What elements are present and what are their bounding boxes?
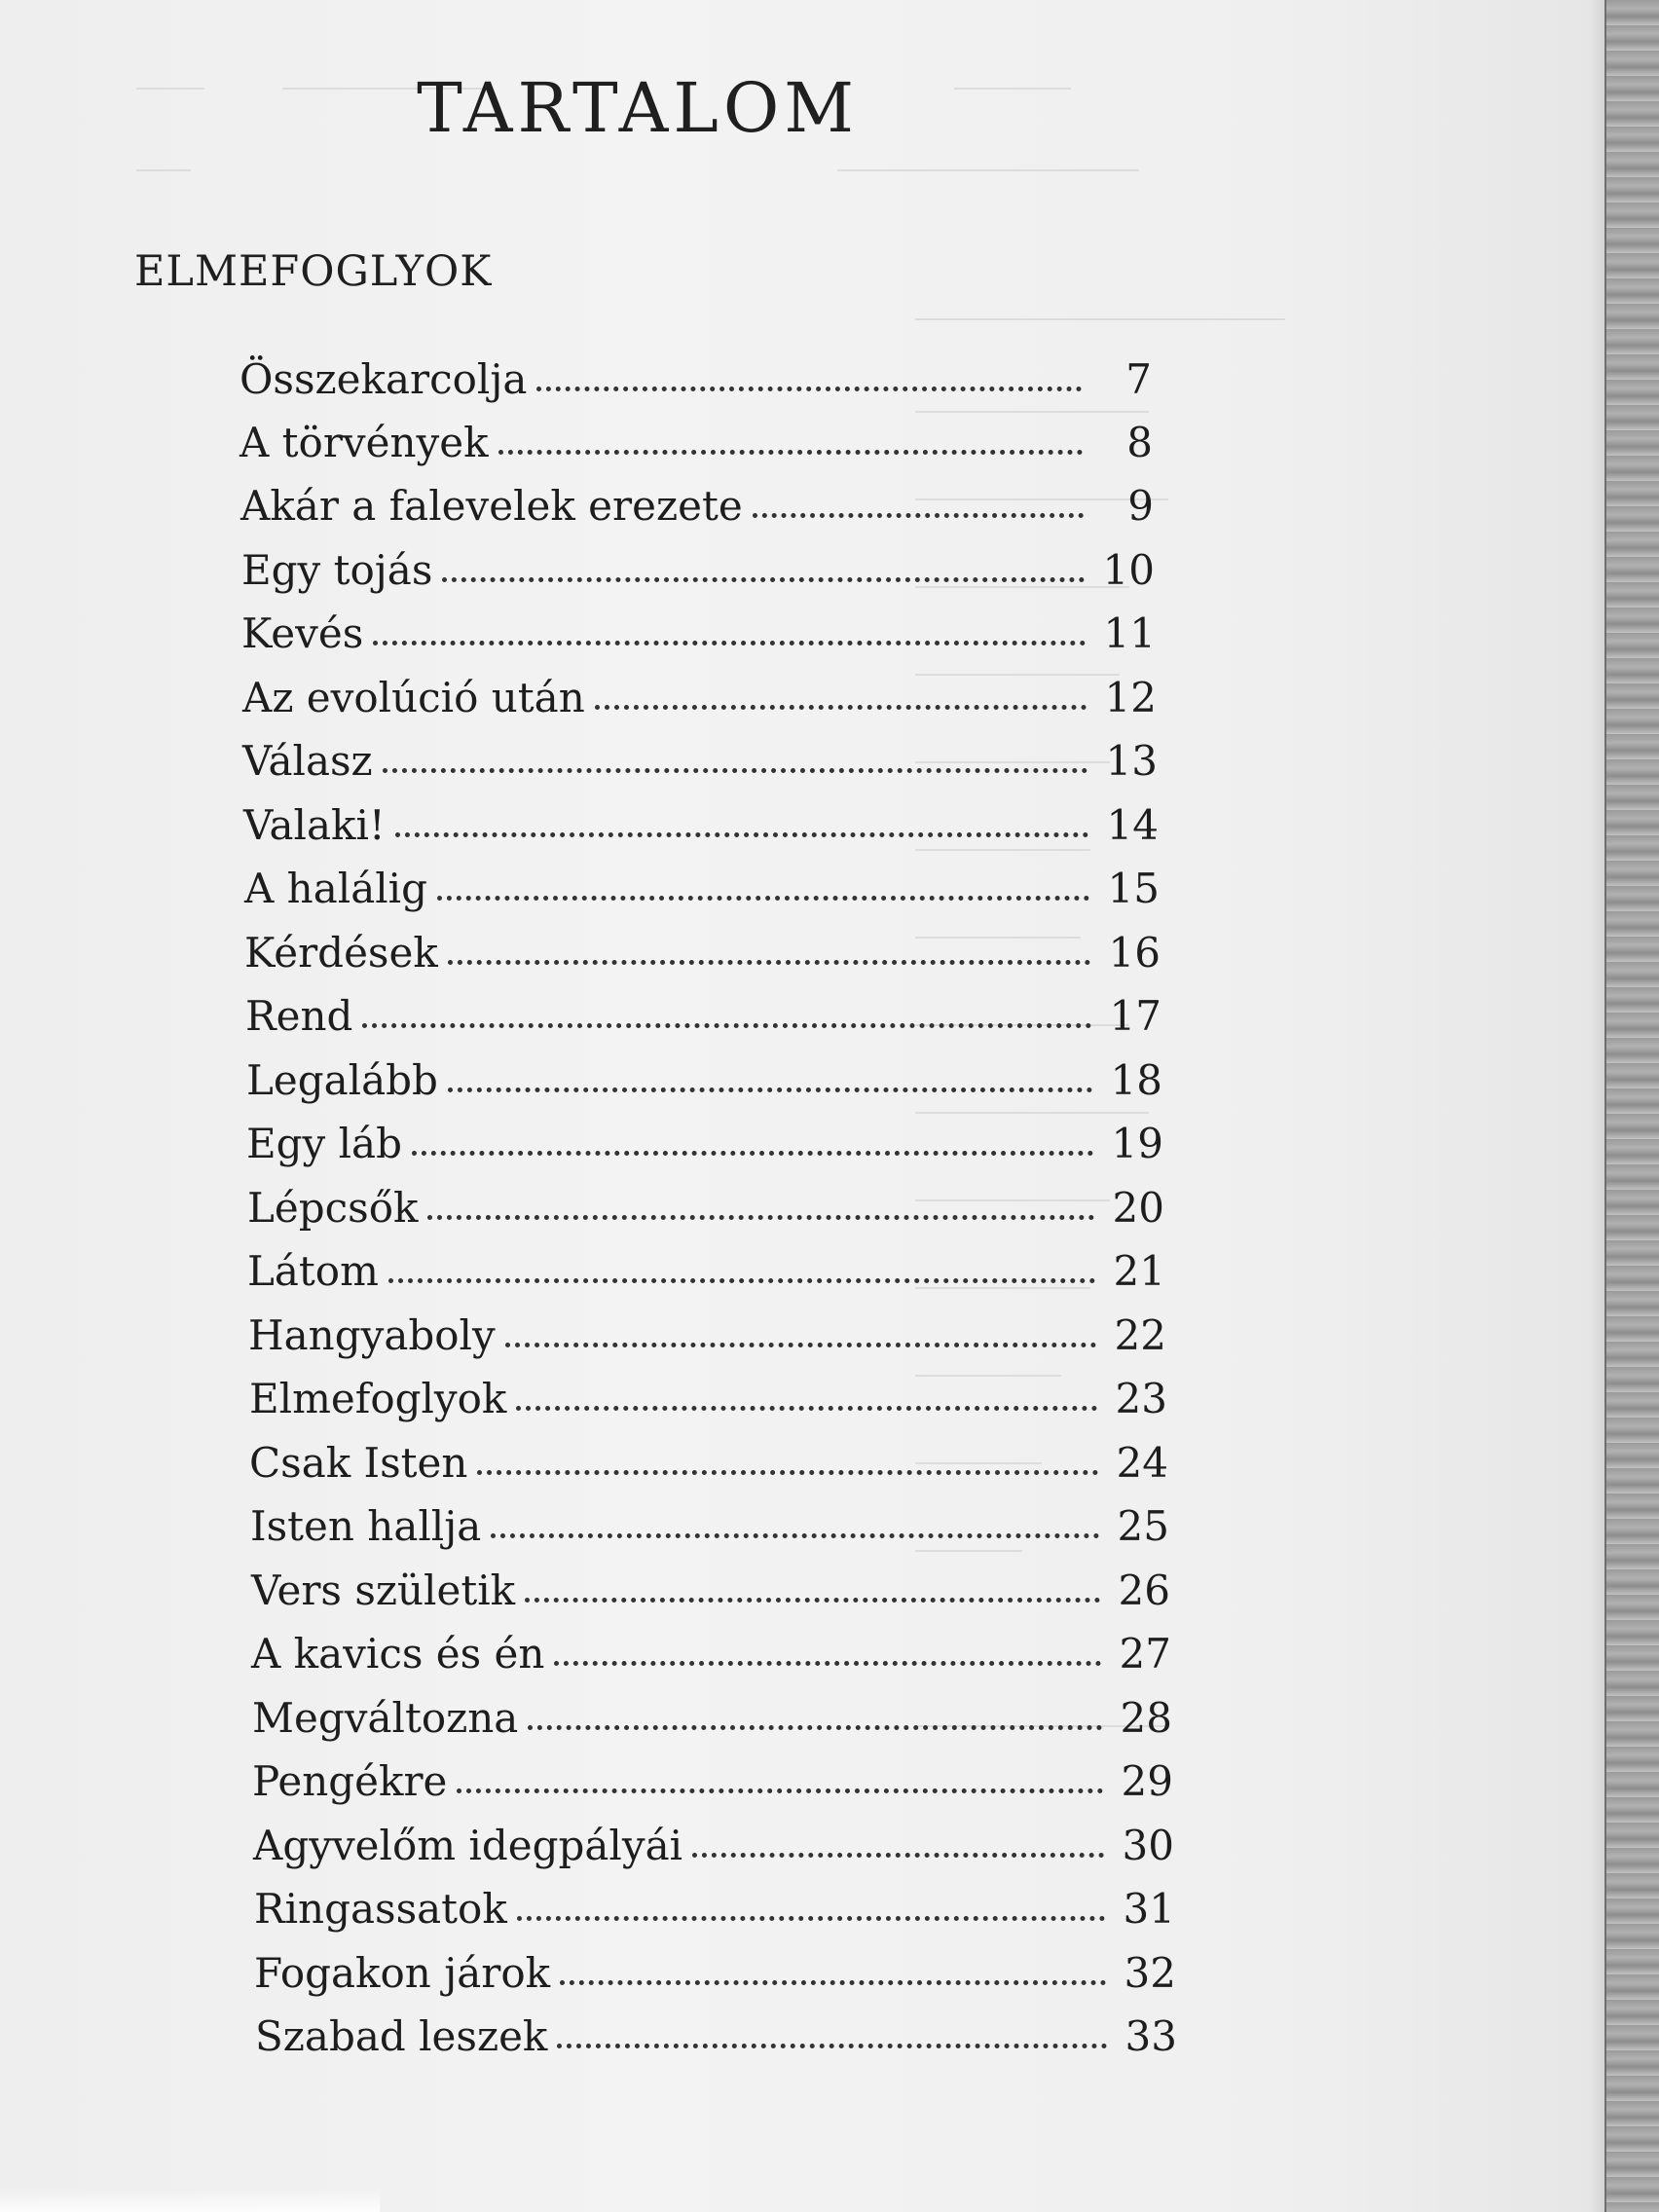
toc-entry (248, 1303, 1166, 1359)
toc-entry-title: Agyvelőm idegpályái (253, 1822, 683, 1869)
toc-entry-title: Hangyaboly (248, 1311, 496, 1359)
toc-entry-page: 20 (1112, 1184, 1164, 1232)
toc-entry-title: A halálig (244, 865, 427, 912)
toc-entry (247, 1175, 1164, 1232)
toc-entry (246, 1111, 1163, 1167)
toc-entry-page: 18 (1110, 1056, 1162, 1104)
toc-entry-page: 24 (1116, 1439, 1168, 1487)
dot-leader (412, 1151, 1093, 1156)
toc-entry (255, 2004, 1177, 2060)
toc-entry-title: A törvények (240, 419, 489, 466)
toc-entry-title: Az evolúció után (242, 674, 585, 721)
toc-entry (254, 1876, 1175, 1933)
toc-entry (241, 601, 1156, 657)
toc-entry-title: Látom (247, 1247, 379, 1295)
dot-leader (457, 1788, 1103, 1793)
toc-entry (252, 1749, 1173, 1805)
toc-entry-page: 28 (1120, 1694, 1172, 1742)
toc-entry-title: Megváltozna (252, 1694, 519, 1742)
dot-leader (560, 1980, 1106, 1985)
section-heading: ELMEFOGLYOK (134, 247, 493, 296)
dot-leader (383, 768, 1088, 773)
dot-leader (373, 641, 1086, 645)
toc-entry (240, 410, 1153, 466)
toc-entry-title: Fogakon járok (254, 1949, 551, 1997)
toc-entry-title: Szabad leszek (255, 2012, 548, 2060)
dot-leader (491, 1533, 1099, 1538)
toc-entry-title: Válasz (242, 737, 373, 785)
toc-entry-page: 17 (1109, 992, 1161, 1040)
dot-leader (395, 832, 1088, 837)
toc-entry-page: 31 (1123, 1885, 1175, 1933)
dot-leader (388, 1278, 1095, 1283)
toc-entry (244, 856, 1160, 912)
toc-entry (240, 347, 1152, 403)
toc-entry-page: 22 (1114, 1311, 1166, 1359)
dot-leader (427, 1215, 1094, 1220)
toc-entry-page: 7 (1125, 355, 1152, 403)
toc-entry (253, 1813, 1174, 1869)
dot-leader (516, 1406, 1097, 1411)
toc-entry-page: 25 (1117, 1502, 1169, 1550)
toc-entry (250, 1493, 1169, 1550)
dot-leader (692, 1853, 1104, 1858)
toc-entry-title: Akár a falevelek erezete (240, 482, 743, 530)
toc-entry (243, 793, 1159, 849)
toc-entry (241, 537, 1155, 594)
toc-entry (252, 1685, 1172, 1742)
toc-entry-page: 27 (1119, 1630, 1171, 1677)
dot-leader (753, 513, 1084, 518)
toc-entry (249, 1366, 1167, 1422)
toc-entry-page: 30 (1122, 1822, 1174, 1869)
toc-entry-page: 16 (1108, 929, 1161, 977)
toc-entry-title: Egy tojás (241, 546, 433, 594)
toc-entry-title: Valaki! (243, 801, 386, 849)
dot-leader (517, 1916, 1105, 1921)
toc-entry-title: Lépcsők (247, 1184, 419, 1232)
toc-entry-page: 12 (1104, 674, 1157, 721)
toc-entry-page: 9 (1127, 482, 1154, 530)
bottom-watermark-fade (0, 2189, 380, 2212)
dot-leader (448, 960, 1090, 965)
dot-leader (525, 1598, 1100, 1603)
toc-entry-page: 8 (1126, 419, 1153, 466)
toc-entry-page: 33 (1124, 2012, 1177, 2060)
dot-leader (437, 896, 1089, 901)
dot-leader (477, 1470, 1098, 1475)
toc-entry-title: Legalább (246, 1056, 438, 1104)
toc-entry-title: Egy láb (246, 1120, 402, 1167)
toc-entry-page: 26 (1118, 1567, 1170, 1614)
toc-entry (245, 983, 1161, 1040)
dot-leader (442, 577, 1085, 582)
toc-entry (251, 1558, 1170, 1614)
toc-entry-page: 14 (1106, 801, 1159, 849)
toc-entry-title: Kevés (241, 609, 364, 657)
toc-entry-page: 32 (1124, 1949, 1176, 1997)
toc-entry-page: 10 (1102, 546, 1155, 594)
toc-entry (240, 473, 1154, 530)
toc-entry-title: Pengékre (252, 1757, 448, 1805)
toc-entry-page: 21 (1113, 1247, 1165, 1295)
toc-entry-title: Ringassatok (254, 1885, 507, 1933)
toc-entry (246, 1048, 1162, 1104)
dot-leader (362, 1023, 1091, 1028)
toc-entry-page: 29 (1121, 1757, 1173, 1805)
toc-entry (242, 728, 1158, 785)
toc-entry (249, 1430, 1168, 1487)
toc-entry-page: 19 (1111, 1120, 1163, 1167)
toc-entry-title: Isten hallja (250, 1502, 482, 1550)
dot-leader (554, 1661, 1101, 1666)
toc-entry-title: Vers születik (251, 1567, 516, 1614)
dot-leader (498, 450, 1083, 455)
dot-leader (505, 1343, 1096, 1347)
toc-entry (242, 665, 1157, 721)
toc-entry-title: Összekarcolja (240, 355, 528, 403)
toc-entry-title: Rend (245, 992, 353, 1040)
toc-entry (254, 1940, 1176, 1997)
toc-entry-page: 11 (1103, 609, 1156, 657)
toc-entry-title: A kavics és én (251, 1630, 545, 1677)
dot-leader (536, 387, 1082, 391)
toc-entry-page: 15 (1107, 865, 1160, 912)
toc-entry (244, 920, 1161, 977)
toc-entry-page: 13 (1105, 737, 1158, 785)
dot-leader (528, 1725, 1102, 1730)
toc-entry-title: Csak Isten (249, 1439, 468, 1487)
dot-leader (595, 705, 1087, 710)
dot-leader (448, 1088, 1092, 1092)
toc-entry-page: 23 (1115, 1375, 1167, 1422)
toc-entry (251, 1621, 1171, 1677)
page-title: TARTALOM (417, 68, 859, 148)
dot-leader (557, 2044, 1107, 2048)
toc-entry (247, 1238, 1165, 1295)
book-spine (1604, 0, 1659, 2212)
toc-entry-title: Kérdések (244, 929, 438, 977)
toc-entry-title: Elmefoglyok (249, 1375, 507, 1422)
